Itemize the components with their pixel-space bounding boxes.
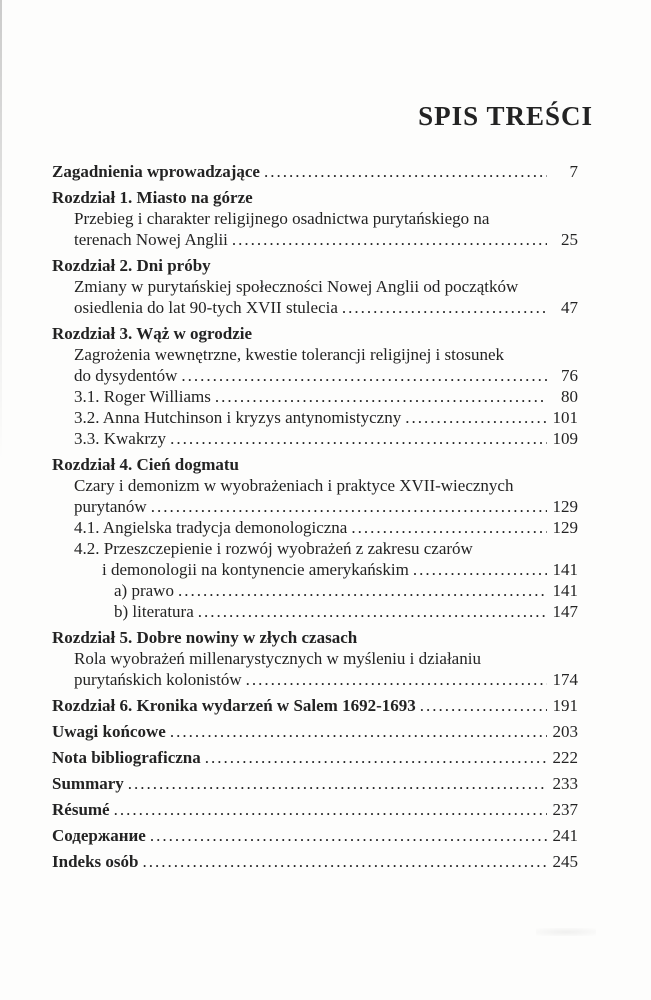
dot-leader xyxy=(114,799,547,820)
toc-page-number: 76 xyxy=(561,366,578,385)
toc-page-number: 203 xyxy=(552,722,578,741)
toc-page-number: 191 xyxy=(552,696,578,715)
toc-page-number: 7 xyxy=(569,162,578,181)
toc-row xyxy=(52,454,578,475)
toc-row xyxy=(52,344,578,365)
dot-leader xyxy=(178,580,547,601)
toc-row xyxy=(52,187,578,208)
dot-leader xyxy=(170,428,547,449)
toc-row xyxy=(52,580,578,601)
toc-page-number: 141 xyxy=(552,560,578,579)
toc-entry-label: Rozdział 4. Cień dogmatu xyxy=(52,455,239,474)
toc-row xyxy=(52,559,578,580)
toc-row xyxy=(52,276,578,297)
toc-page-number: 109 xyxy=(552,429,578,448)
dot-leader xyxy=(198,601,547,622)
toc-entry-label: b) literatura xyxy=(114,602,194,621)
toc-row xyxy=(52,297,578,318)
toc-row xyxy=(52,825,578,846)
toc-page-number: 222 xyxy=(552,748,578,767)
dot-leader xyxy=(232,229,547,250)
toc-entry-label: Rozdział 5. Dobre nowiny w złych czasach xyxy=(52,628,358,647)
dot-leader xyxy=(351,517,547,538)
toc-row xyxy=(52,799,578,820)
toc-row xyxy=(52,601,578,622)
toc-page-number: 245 xyxy=(552,852,578,871)
toc-entry-label: 4.2. Przeszczepienie i rozwój wyobrażeń z zakresu czarów xyxy=(74,539,473,558)
dot-leader xyxy=(150,825,547,846)
toc-page-number: 174 xyxy=(552,670,578,689)
toc-page-number: 80 xyxy=(561,387,578,406)
toc-entry-label: Zmiany w purytańskiej społeczności Nowej Anglii od początków xyxy=(74,277,519,296)
scan-edge-artifact xyxy=(0,0,2,460)
toc-entry-label: purytanów xyxy=(74,497,147,516)
toc-page-number: 129 xyxy=(552,518,578,537)
dot-leader xyxy=(264,161,547,182)
toc-entry-label: Uwagi końcowe xyxy=(52,722,166,741)
toc-entry-label: i demonologii na kontynencie amerykańskim xyxy=(102,560,409,579)
toc-entry-label: a) prawo xyxy=(114,581,174,600)
toc-row xyxy=(52,365,578,386)
toc-row xyxy=(52,773,578,794)
toc-row xyxy=(52,229,578,250)
toc-entry-label: 3.1. Roger Williams xyxy=(74,387,211,406)
toc-row xyxy=(52,255,578,276)
toc-page-number: 233 xyxy=(552,774,578,793)
toc-row xyxy=(52,428,578,449)
toc-entry-label: Zagrożenia wewnętrzne, kwestie tolerancji religijnej i stosunek xyxy=(74,345,505,364)
toc-entry-label: Rozdział 1. Miasto na górze xyxy=(52,188,253,207)
toc-entry-label: Résumé xyxy=(52,800,110,819)
toc-page-number: 237 xyxy=(552,800,578,819)
dot-leader xyxy=(215,386,547,407)
toc-entry-label: Rozdział 6. Kronika wydarzeń w Salem 1692-1693 xyxy=(52,696,416,715)
dot-leader xyxy=(246,669,547,690)
toc-entry-label: do dysydentów xyxy=(74,366,178,385)
dot-leader xyxy=(128,773,547,794)
toc-entry-label: Rozdział 3. Wąż w ogrodzie xyxy=(52,324,253,343)
toc-page-number: 241 xyxy=(552,826,578,845)
toc-entry-label: Przebieg i charakter religijnego osadnictwa purytańskiego na xyxy=(74,209,490,228)
toc-entry-label: purytańskich kolonistów xyxy=(74,670,242,689)
toc-row xyxy=(52,747,578,768)
page-title: SPIS TREŚCI xyxy=(418,101,593,131)
toc-entry-label: Zagadnienia wprowadzające xyxy=(52,162,260,181)
dot-leader xyxy=(342,297,547,318)
toc-row xyxy=(52,669,578,690)
toc-row xyxy=(52,538,578,559)
toc-entry-label: Rozdział 2. Dni próby xyxy=(52,256,211,275)
toc-row xyxy=(52,721,578,742)
toc-row xyxy=(52,496,578,517)
toc-entry-label: Czary i demonizm w wyobrażeniach i praktyce XVII-wiecznych xyxy=(74,476,514,495)
toc-row xyxy=(52,407,578,428)
dot-leader xyxy=(420,695,547,716)
toc-row xyxy=(52,851,578,872)
toc-entry-label: Summary xyxy=(52,774,124,793)
toc-page-number: 141 xyxy=(552,581,578,600)
toc-entry-label: osiedlenia do lat 90-tych XVII stulecia xyxy=(74,298,338,317)
toc-row xyxy=(52,648,578,669)
toc-page-number: 101 xyxy=(552,408,578,427)
toc-row xyxy=(52,627,578,648)
toc-list xyxy=(52,156,578,872)
toc-entry-label: 3.2. Anna Hutchinson i kryzys antynomistyczny xyxy=(74,408,402,427)
toc-row xyxy=(52,475,578,496)
toc-entry-label: Содержание xyxy=(52,826,146,845)
toc-entry-label: 3.3. Kwakrzy xyxy=(74,429,167,448)
dot-leader xyxy=(405,407,547,428)
dot-leader xyxy=(413,559,547,580)
toc-entry-label: Indeks osób xyxy=(52,852,139,871)
dot-leader xyxy=(142,851,547,872)
toc-row xyxy=(52,695,578,716)
toc-page-number: 47 xyxy=(561,298,578,317)
scan-smudge-artifact xyxy=(536,928,596,936)
toc-row xyxy=(52,161,578,182)
dot-leader xyxy=(205,747,547,768)
toc-entry-label: terenach Nowej Anglii xyxy=(74,230,228,249)
toc-row xyxy=(52,386,578,407)
dot-leader xyxy=(151,496,547,517)
dot-leader xyxy=(181,365,547,386)
toc-page-number: 147 xyxy=(552,602,578,621)
toc-page-number: 129 xyxy=(552,497,578,516)
toc-row xyxy=(52,517,578,538)
toc-entry-label: Nota bibliograficzna xyxy=(52,748,201,767)
toc-page-number: 25 xyxy=(561,230,578,249)
toc-entry-label: 4.1. Angielska tradycja demonologiczna xyxy=(74,518,348,537)
dot-leader xyxy=(170,721,547,742)
toc-row xyxy=(52,323,578,344)
toc-row xyxy=(52,208,578,229)
toc-entry-label: Rola wyobrażeń millenarystycznych w myśleniu i działaniu xyxy=(74,649,481,668)
